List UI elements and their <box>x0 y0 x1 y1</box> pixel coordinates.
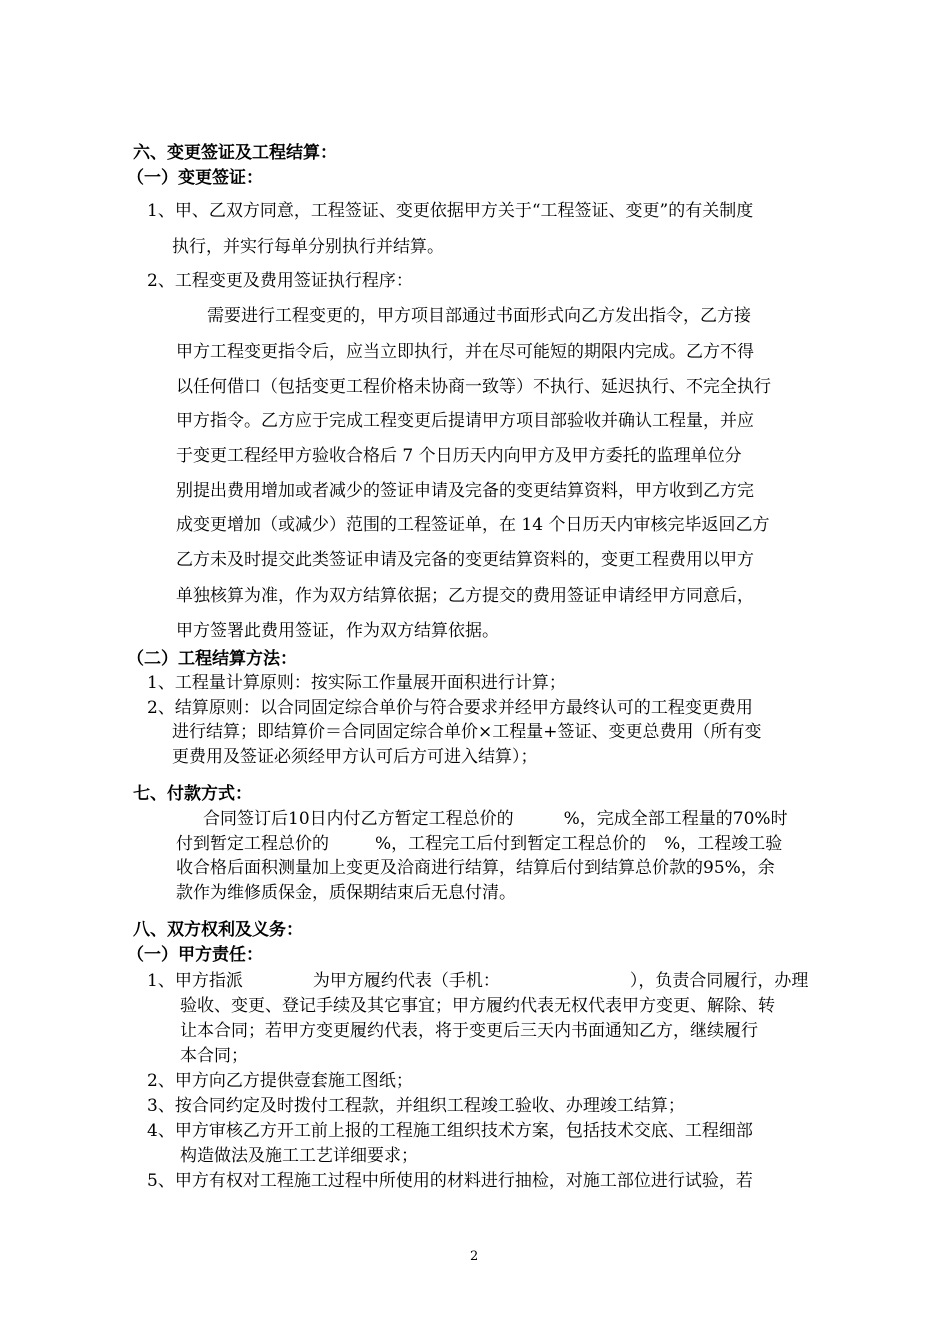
s7-line1-a: 合同签订后10日内付乙方暂定工程总价的 <box>203 809 514 829</box>
s6-para-line: 于变更工程经甲方验收合格后 7 个日历天内向甲方及甲方委托的监理单位分 <box>176 446 742 466</box>
s8-item1-line1 <box>147 970 808 992</box>
s7-line2-c: %，工程竣工验 <box>664 834 783 854</box>
s8-item4-line1: 4、甲方审核乙方开工前上报的工程施工组织技术方案，包括技术交底、工程细部 <box>147 1121 753 1141</box>
section-6-sub2: （二）工程结算方法： <box>127 649 297 669</box>
s7-line1-b: %，完成全部工程量的70%时 <box>563 809 788 829</box>
section-8-sub1: （一）甲方责任： <box>127 945 263 965</box>
s7-line1 <box>203 808 788 830</box>
s6-para-line: 单独核算为准，作为双方结算依据；乙方提交的费用签证申请经甲方同意后， <box>176 586 754 606</box>
s6-item1-line1: 1、甲、乙双方同意，工程签证、变更依据甲方关于“工程签证、变更”的有关制度 <box>147 201 754 221</box>
s8-item1-line2: 验收、变更、登记手续及其它事宜；甲方履约代表无权代表甲方变更、解除、转 <box>180 996 775 1016</box>
s8-item1-line4: 本合同； <box>180 1046 248 1066</box>
s8-item5-line1: 5、甲方有权对工程施工过程中所使用的材料进行抽检，对施工部位进行试验，若 <box>147 1171 753 1191</box>
s7-line3: 收合格后面积测量加上变更及洽商进行结算，结算后付到结算总价款的95%，余 <box>176 858 775 878</box>
s7-line2-b: %，工程完工后付到暂定工程总价的 <box>375 834 647 854</box>
s6-para-line: 成变更增加（或减少）范围的工程签证单，在 14 个日历天内审核完毕返回乙方 <box>176 515 770 535</box>
section-7-heading: 七、付款方式： <box>133 784 252 804</box>
s6-para-line: 甲方指令。乙方应于完成工程变更后提请甲方项目部验收并确认工程量，并应 <box>176 411 754 431</box>
section-6-sub1: （一）变更签证： <box>127 168 263 188</box>
s6-c2-line2: 进行结算；即结算价＝合同固定综合单价×工程量+签证、变更总费用（所有变 <box>172 722 762 742</box>
s7-line2 <box>176 833 782 855</box>
s7-line4: 款作为维修质保金，质保期结束后无息付清。 <box>176 883 516 903</box>
s6-item1-line2: 执行，并实行每单分别执行并结算。 <box>172 237 444 257</box>
s6-para-line: 需要进行工程变更的，甲方项目部通过书面形式向乙方发出指令，乙方接 <box>207 306 751 326</box>
page-number: 2 <box>470 1249 479 1264</box>
s8-item3: 3、按合同约定及时拨付工程款，并组织工程竣工验收、办理竣工结算； <box>147 1096 685 1116</box>
section-8-heading: 八、双方权利及义务： <box>133 920 303 940</box>
s6-para-line: 甲方工程变更指令后，应当立即执行，并在尽可能短的期限内完成。乙方不得 <box>176 342 754 362</box>
s8-item2: 2、甲方向乙方提供壹套施工图纸； <box>147 1071 413 1091</box>
s6-c1: 1、工程量计算原则：按实际工作量展开面积进行计算； <box>147 673 566 693</box>
s6-para-line: 甲方签署此费用签证，作为双方结算依据。 <box>176 621 499 641</box>
s6-c2-line1: 2、结算原则：以合同固定综合单价与符合要求并经甲方最终认可的工程变更费用 <box>147 698 753 718</box>
s6-c2-line3: 更费用及签证必须经甲方认可后方可进入结算）； <box>172 747 538 767</box>
s6-para-line: 以任何借口（包括变更工程价格未协商一致等）不执行、延迟执行、不完全执行 <box>176 377 771 397</box>
s8-item1-b: 为甲方履约代表（手机： <box>312 971 500 991</box>
s8-item1-a: 1、甲方指派 <box>147 971 243 991</box>
s8-item1-line3: 让本合同；若甲方变更履约代表，将于变更后三天内书面通知乙方，继续履行 <box>180 1021 758 1041</box>
s6-para-line: 别提出费用增加或者减少的签证申请及完备的变更结算资料，甲方收到乙方完 <box>176 481 754 501</box>
s7-line2-a: 付到暂定工程总价的 <box>176 834 329 854</box>
s6-item2: 2、工程变更及费用签证执行程序： <box>147 271 413 291</box>
s8-item1-c: ），负责合同履行，办理 <box>629 971 809 991</box>
s6-para-line: 乙方未及时提交此类签证申请及完备的变更结算资料的，变更工程费用以甲方 <box>176 550 754 570</box>
s8-item4-line2: 构造做法及施工工艺详细要求； <box>180 1146 418 1166</box>
section-6-heading: 六、变更签证及工程结算： <box>133 143 337 163</box>
